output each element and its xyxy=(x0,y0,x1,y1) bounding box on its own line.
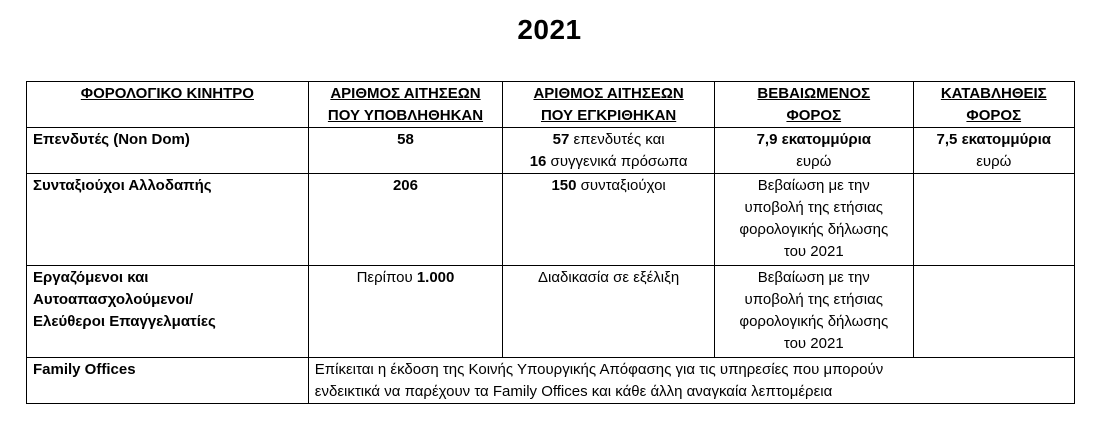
incentive-cell: Επενδυτές (Non Dom) xyxy=(27,128,309,174)
page-title: 2021 xyxy=(517,14,582,45)
table-row xyxy=(27,266,1075,358)
approved-cell: Διαδικασία σε εξέλιξη xyxy=(503,266,715,358)
submitted-cell: Περίπου 1.000 xyxy=(308,266,502,358)
approved-cell: 57 επενδυτές και 16 συγγενικά πρόσωπα xyxy=(503,128,715,174)
paid-tax-cell xyxy=(913,174,1074,266)
header-incentive: ΦΟΡΟΛΟΓΙΚΟ ΚΙΝΗΤΡΟ xyxy=(27,82,309,128)
table-row xyxy=(27,174,1075,266)
submitted-cell: 206 xyxy=(308,174,502,266)
incentive-cell: Συνταξιούχοι Αλλοδαπής xyxy=(27,174,309,266)
paid-tax-cell xyxy=(913,266,1074,358)
assessed-tax-cell: Βεβαίωση με την υποβολή της ετήσιας φορολογικής δήλωσης του 2021 xyxy=(715,266,913,358)
assessed-tax-cell: Βεβαίωση με την υποβολή της ετήσιας φορολογικής δήλωσης του 2021 xyxy=(715,174,913,266)
incentive-cell: Family Offices xyxy=(27,358,309,404)
submitted-cell: 58 xyxy=(308,128,502,174)
approved-cell: 150 συνταξιούχοι xyxy=(503,174,715,266)
table-row xyxy=(27,358,1075,404)
incentive-cell: Εργαζόμενοι και Αυτοαπασχολούμενοι/ Ελεύθεροι Επαγγελματίες xyxy=(27,266,309,358)
assessed-tax-cell: 7,9 εκατομμύρια ευρώ xyxy=(715,128,913,174)
family-offices-note: Επίκειται η έκδοση της Κοινής Υπουργικής Απόφασης για τις υπηρεσίες που μπορούν ενδεικτικά να παρέχουν τα Family Offices και κάθε άλλη αναγκαία λεπτομέρεια xyxy=(308,358,1074,404)
header-row xyxy=(27,82,1075,128)
paid-tax-cell: 7,5 εκατομμύρια ευρώ xyxy=(913,128,1074,174)
tax-incentives-table xyxy=(26,81,1075,404)
table-row xyxy=(27,128,1075,174)
header-approved: ΑΡΙΘΜΟΣ ΑΙΤΗΣΕΩΝ ΠΟΥ ΕΓΚΡΙΘΗΚΑΝ xyxy=(503,82,715,128)
header-assessed-tax: ΒΕΒΑΙΩΜΕΝΟΣ ΦΟΡΟΣ xyxy=(715,82,913,128)
header-submitted: ΑΡΙΘΜΟΣ ΑΙΤΗΣΕΩΝ ΠΟΥ ΥΠΟΒΛΗΘΗΚΑΝ xyxy=(308,82,502,128)
header-paid-tax: ΚΑΤΑΒΛΗΘΕΙΣ ΦΟΡΟΣ xyxy=(913,82,1074,128)
